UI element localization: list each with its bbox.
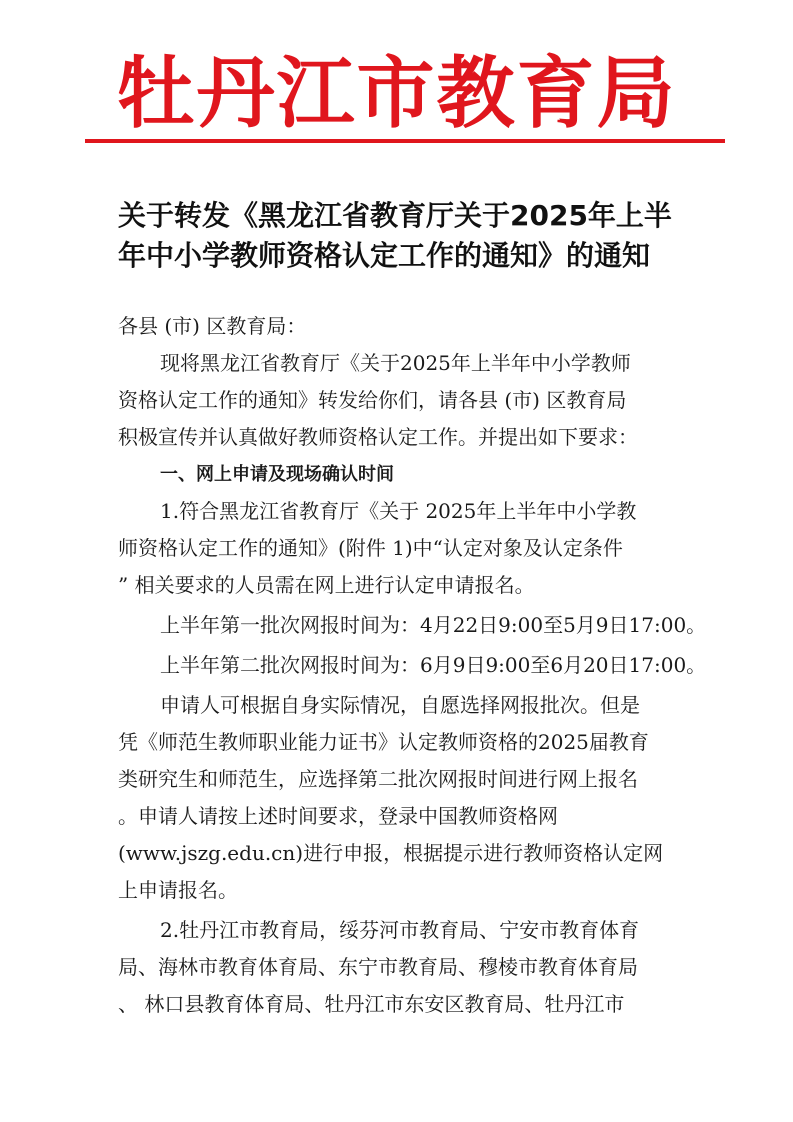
paragraph-line: 凭《师范生教师职业能力证书》认定教师资格的2025届教育	[118, 730, 649, 754]
list-item-line: 2.牡丹江市教育局，绥芬河市教育局、宁安市教育体育	[160, 918, 640, 942]
section-heading: 一、网上申请及现场确认时间	[160, 464, 394, 485]
paragraph-line: 资格认定工作的通知》转发给你们，请各县 (市) 区教育局	[118, 388, 627, 412]
salutation: 各县 (市) 区教育局：	[118, 314, 307, 338]
title-line: 关于转发《黑龙江省教育厅关于2025年上半	[118, 199, 672, 232]
batch-two-time: 上半年第二批次网报时间为：6月9日9:00至6月20日17:00。	[160, 653, 707, 677]
list-item-line: 1.符合黑龙江省教育厅《关于 2025年上半年中小学教	[160, 499, 637, 523]
paragraph-line: 。申请人请按上述时间要求，登录中国教师资格网	[118, 804, 558, 828]
list-item-line: 、 林口县教育体育局、牡丹江市东安区教育局、牡丹江市	[118, 992, 625, 1016]
document-body	[118, 308, 707, 1023]
paragraph-line: (www.jszg.edu.cn)进行申报，根据提示进行教师资格认定网	[118, 841, 664, 865]
document-title	[118, 196, 698, 276]
title-line: 年中小学教师资格认定工作的通知》的通知	[118, 239, 651, 272]
paragraph-line: 类研究生和师范生，应选择第二批次网报时间进行网上报名	[118, 767, 638, 791]
masthead-rule	[85, 139, 725, 143]
paragraph-line: 积极宣传并认真做好教师资格认定工作。并提出如下要求：	[118, 425, 638, 449]
batch-one-time: 上半年第一批次网报时间为：4月22日9:00至5月9日17:00。	[160, 613, 707, 637]
paragraph-line: 申请人可根据自身实际情况，自愿选择网报批次。但是	[160, 693, 640, 717]
list-item-line: 局、海林市教育体育局、东宁市教育局、穆棱市教育体育局	[118, 955, 638, 979]
paragraph-line: 上申请报名。	[118, 878, 238, 902]
list-item-line: 师资格认定工作的通知》(附件 1)中“认定对象及认定条件	[118, 536, 623, 560]
masthead-title: 牡丹江市教育局	[116, 49, 677, 139]
list-item-line: ” 相关要求的人员需在网上进行认定申请报名。	[118, 573, 535, 597]
paragraph-line: 现将黑龙江省教育厅《关于2025年上半年中小学教师	[160, 351, 631, 375]
